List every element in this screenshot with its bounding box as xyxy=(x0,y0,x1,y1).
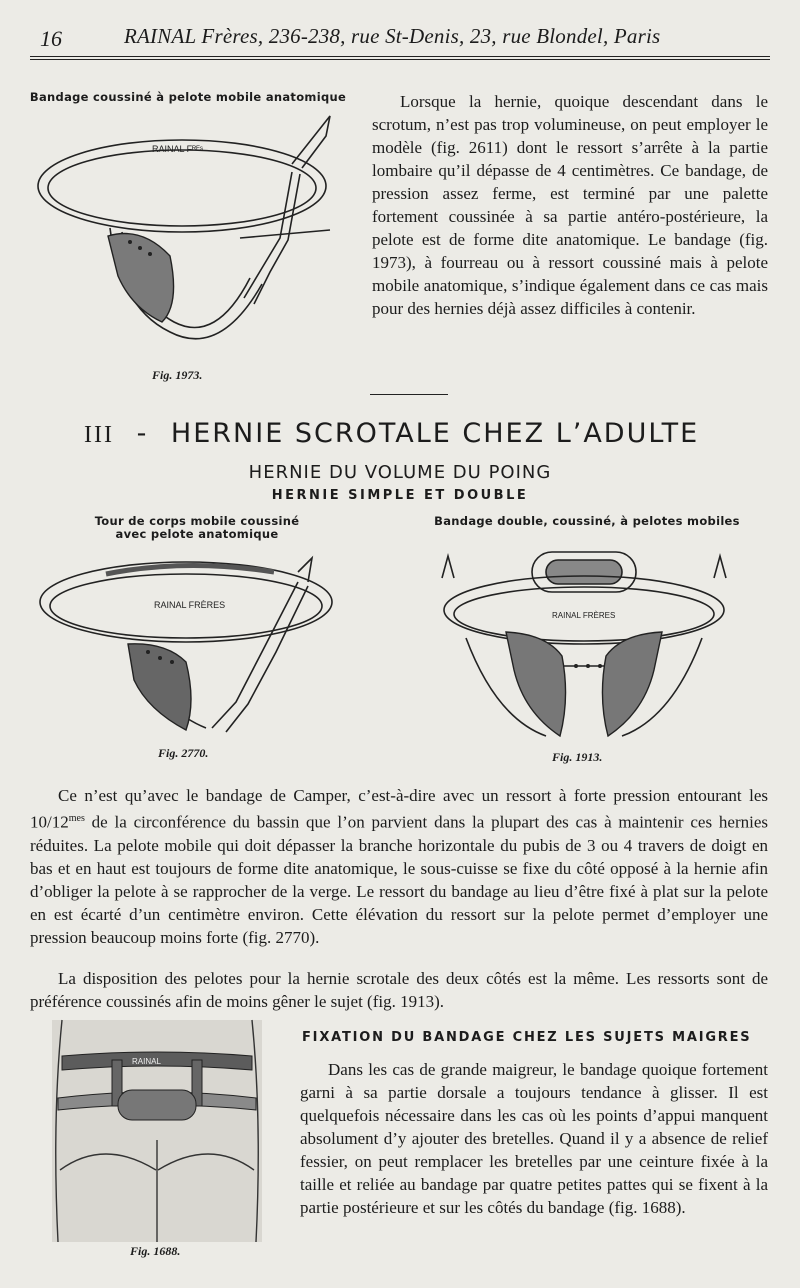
fig1688-label: Fig. 1688. xyxy=(130,1244,181,1258)
section-subtitle: HERNIE DU VOLUME DU POING xyxy=(248,462,552,483)
fig2770-label: Fig. 2770. xyxy=(158,746,209,760)
fig1688-belt-text: RAINAL xyxy=(132,1057,161,1066)
fig2770-belt-text: RAINAL FRÈRES xyxy=(154,600,226,610)
section-title: HERNIE SCROTALE CHEZ L’ADULTE xyxy=(170,418,700,449)
section-dash: - xyxy=(136,418,149,449)
intro-paragraph-text: Lorsque la hernie, quoique descendant dans le scrotum, n’est pas trop volumineuse, on peut employer le modèle (fig. 2611) dont le ressort s’arrête à la partie lombaire qu’il dépasse de 4 centimètres. Ce bandage, de pression assez ferme, est terminé par une palette fortement coussinée à sa partie antéro-postérieure, la pelote est de forme dite anatomique. Le bandage (fig. 1973), à fourreau ou à ressort coussiné mais à pelote mobile anatomique, s’indique également dans ce cas mais pour des hernies déjà assez difficiles à contenir. xyxy=(372,92,768,318)
fig1913-label: Fig. 1913. xyxy=(552,750,603,764)
running-title: RAINAL Frères, 236-238, rue St-Denis, 23, rue Blondel, Paris xyxy=(124,24,661,48)
fig1973-label: Fig. 1973. xyxy=(152,368,203,382)
fig1913-illustration xyxy=(436,548,732,744)
body-paragraph-1-text-b: de la circonférence du bassin que l’on parvient dans la plupart des cas à maintenir ces hernies réduites. La pelote mobile qui doit dépasser la branche horizontale du pubis de 3 ou 4 travers de doigt en bas et en haut est toujours de forme dite anatomique, le sous-cuisse se fixe du côté opposé à la hernie afin d’obliger la pelote à se rapprocher de la verge. Le ressort du bandage au lieu d’être fixé à plat sur la pelote en est écarté d’un centimètre environ. Cette élévation du ressort sur la pelote permet d’employer une pression beaucoup moins forte (fig. 2770). xyxy=(30,812,768,947)
body-paragraph-2-text: La disposition des pelotes pour la hernie scrotale des deux côtés est la même. Les ressorts sont de préférence coussinés afin de moins gêner le sujet (fig. 1913). xyxy=(30,969,768,1011)
fixation-paragraph-text: Dans les cas de grande maigreur, le bandage quoique fortement garni à sa partie dorsale a toujours tendance à glisser. Il est quelquefois nécessaire dans les cas où les points d’appui manquent absolument d’y ajouter des bretelles. Quand il y a absence de relief fessier, on peut remplacer les bretelles par une ceinture fixée à la taille et reliée au bandage par quatre petites pattes qui se fixent à la partie postérieure et sur les côtés du bandage (fig. 1688). xyxy=(300,1060,768,1217)
fixation-title: FIXATION DU BANDAGE CHEZ LES SUJETS MAIGRES xyxy=(302,1030,752,1045)
fixation-paragraph xyxy=(300,1058,768,1219)
intro-rule xyxy=(370,394,448,395)
page-number: 16 xyxy=(40,26,62,51)
fig2770-caption-line1: Tour de corps mobile coussiné xyxy=(94,514,300,528)
fig2770-caption xyxy=(52,515,342,541)
body-paragraph-1 xyxy=(30,784,768,949)
fig1913-caption: Bandage double, coussiné, à pelotes mobiles xyxy=(434,514,740,528)
section-subsubtitle: HERNIE SIMPLE ET DOUBLE xyxy=(271,488,529,503)
fig1688-illustration xyxy=(52,1020,262,1242)
fig1913-belt-text: RAINAL FRÈRES xyxy=(552,611,616,620)
intro-paragraph xyxy=(372,90,768,320)
section-heading xyxy=(84,418,744,449)
body-paragraph-1-sup: mes xyxy=(68,813,85,824)
header-rule xyxy=(30,56,770,57)
header-rule-2 xyxy=(30,59,770,60)
fig1973-caption: Bandage coussiné à pelote mobile anatomique xyxy=(29,90,347,104)
body-paragraph-2 xyxy=(30,967,768,1013)
fig2770-illustration xyxy=(36,552,342,740)
section-number: III xyxy=(84,422,114,448)
body-paragraph-1-text-a: Ce n’est qu’avec le bandage de Camper, c’est-à-dire avec un ressort à forte pression entourant les 10/12 xyxy=(30,786,768,832)
fig1973-belt-text: RAINAL Fᴿᴱˢ xyxy=(152,144,203,154)
fig2770-caption-line2: avec pelote anatomique xyxy=(115,527,279,541)
fig1973-illustration xyxy=(30,108,350,370)
